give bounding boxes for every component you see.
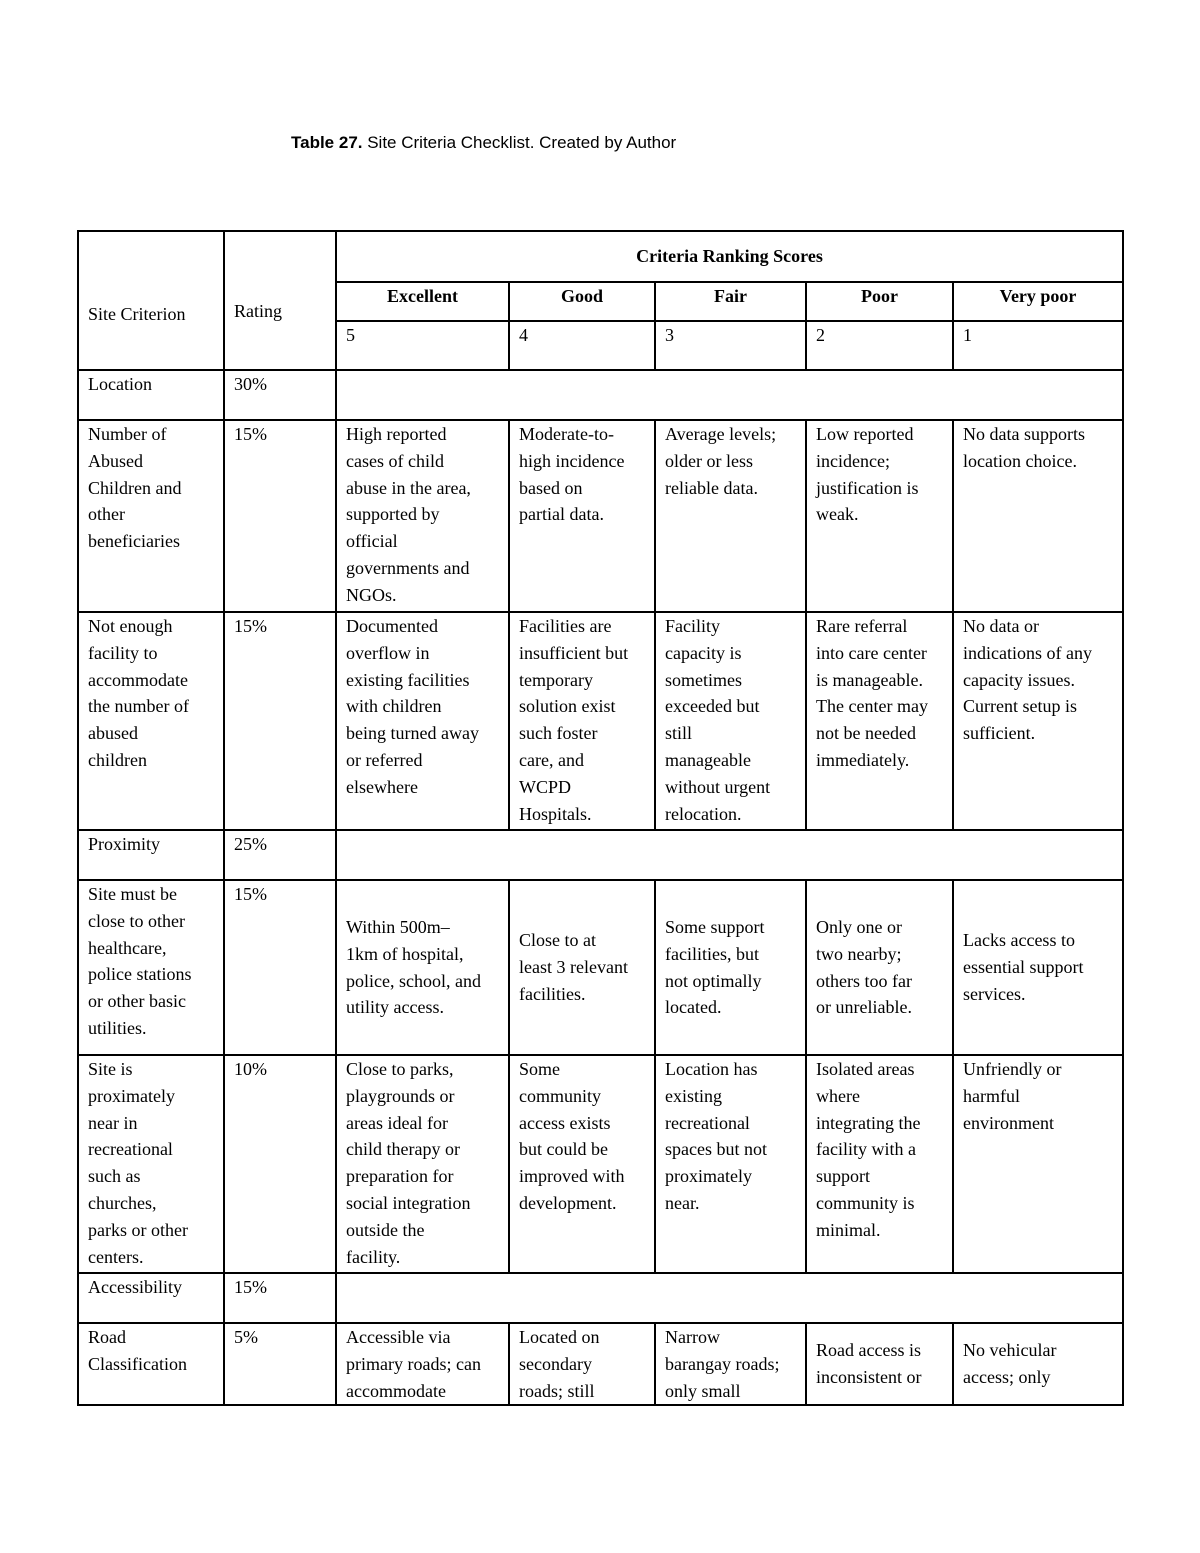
score-cell-poor: Isolated areas where integrating the facility with a support community is minimal.	[806, 1055, 953, 1273]
header-rating: Rating	[224, 231, 336, 370]
score-cell-good: Located on secondary roads; still	[509, 1323, 655, 1405]
table-row	[78, 420, 1123, 612]
table-row	[78, 1323, 1123, 1405]
score-cell-fair: Location has existing recreational spaces but not proximately near.	[655, 1055, 806, 1273]
score-cell-excellent: Within 500m– 1km of hospital, police, school, and utility access.	[336, 880, 509, 1055]
score-cell-excellent: High reported cases of child abuse in the area, supported by official governments and NGOs.	[336, 420, 509, 612]
rating-cell: 15%	[224, 612, 336, 830]
criterion-cell: Not enough facility to accommodate the number of abused children	[78, 612, 224, 830]
score-cell-poor: Low reported incidence; justification is weak.	[806, 420, 953, 612]
criterion-cell: Site is proximately near in recreational such as churches, parks or other centers.	[78, 1055, 224, 1273]
section-name: Location	[78, 370, 224, 420]
table-caption	[291, 133, 676, 153]
section-name: Accessibility	[78, 1273, 224, 1323]
rating-cell: 15%	[224, 880, 336, 1055]
section-row-accessibility	[78, 1273, 1123, 1323]
section-spacer	[336, 830, 1123, 880]
score-cell-poor: Only one or two nearby; others too far or unreliable.	[806, 880, 953, 1055]
criterion-cell: Road Classification	[78, 1323, 224, 1405]
header-site-criterion: Site Criterion	[78, 231, 224, 370]
score-cell-poor: Rare referral into care center is manageable. The center may not be needed immediately.	[806, 612, 953, 830]
header-level-fair: Fair	[655, 282, 806, 321]
table-row	[78, 1055, 1123, 1273]
score-2: 2	[806, 321, 953, 370]
score-cell-very-poor: Lacks access to essential support services.	[953, 880, 1123, 1055]
section-rating: 15%	[224, 1273, 336, 1323]
table-row	[78, 880, 1123, 1055]
score-cell-good: Facilities are insufficient but temporary solution exist such foster care, and WCPD Hospitals.	[509, 612, 655, 830]
section-row-proximity	[78, 830, 1123, 880]
section-rating: 25%	[224, 830, 336, 880]
header-level-very-poor: Very poor	[953, 282, 1123, 321]
header-level-good: Good	[509, 282, 655, 321]
header-criteria-ranking-scores: Criteria Ranking Scores	[336, 231, 1123, 282]
score-cell-excellent: Documented overflow in existing facilities with children being turned away or referred elsewhere	[336, 612, 509, 830]
score-cell-very-poor: No data supports location choice.	[953, 420, 1123, 612]
score-cell-good: Close to at least 3 relevant facilities.	[509, 880, 655, 1055]
rating-cell: 5%	[224, 1323, 336, 1405]
score-cell-fair: Narrow barangay roads; only small	[655, 1323, 806, 1405]
score-cell-good: Moderate-to- high incidence based on partial data.	[509, 420, 655, 612]
score-cell-very-poor: No data or indications of any capacity issues. Current setup is sufficient.	[953, 612, 1123, 830]
score-cell-poor: Road access is inconsistent or	[806, 1323, 953, 1405]
site-criteria-table	[77, 230, 1124, 1406]
table-number: Table 27.	[291, 133, 363, 152]
score-1: 1	[953, 321, 1123, 370]
score-cell-good: Some community access exists but could be improved with development.	[509, 1055, 655, 1273]
criterion-cell: Number of Abused Children and other beneficiaries	[78, 420, 224, 612]
criterion-cell: Site must be close to other healthcare, police stations or other basic utilities.	[78, 880, 224, 1055]
header-level-excellent: Excellent	[336, 282, 509, 321]
score-cell-very-poor: Unfriendly or harmful environment	[953, 1055, 1123, 1273]
section-name: Proximity	[78, 830, 224, 880]
score-3: 3	[655, 321, 806, 370]
header-level-poor: Poor	[806, 282, 953, 321]
score-4: 4	[509, 321, 655, 370]
score-5: 5	[336, 321, 509, 370]
rating-cell: 15%	[224, 420, 336, 612]
section-spacer	[336, 1273, 1123, 1323]
score-cell-excellent: Close to parks, playgrounds or areas ideal for child therapy or preparation for social integration outside the facility.	[336, 1055, 509, 1273]
score-cell-very-poor: No vehicular access; only	[953, 1323, 1123, 1405]
score-cell-fair: Facility capacity is sometimes exceeded but still manageable without urgent relocation.	[655, 612, 806, 830]
table-title: Site Criteria Checklist. Created by Author	[362, 133, 677, 152]
score-cell-fair: Some support facilities, but not optimally located.	[655, 880, 806, 1055]
section-spacer	[336, 370, 1123, 420]
score-cell-fair: Average levels; older or less reliable data.	[655, 420, 806, 612]
section-row-location	[78, 370, 1123, 420]
rating-cell: 10%	[224, 1055, 336, 1273]
section-rating: 30%	[224, 370, 336, 420]
score-cell-excellent: Accessible via primary roads; can accommodate	[336, 1323, 509, 1405]
table-row	[78, 612, 1123, 830]
